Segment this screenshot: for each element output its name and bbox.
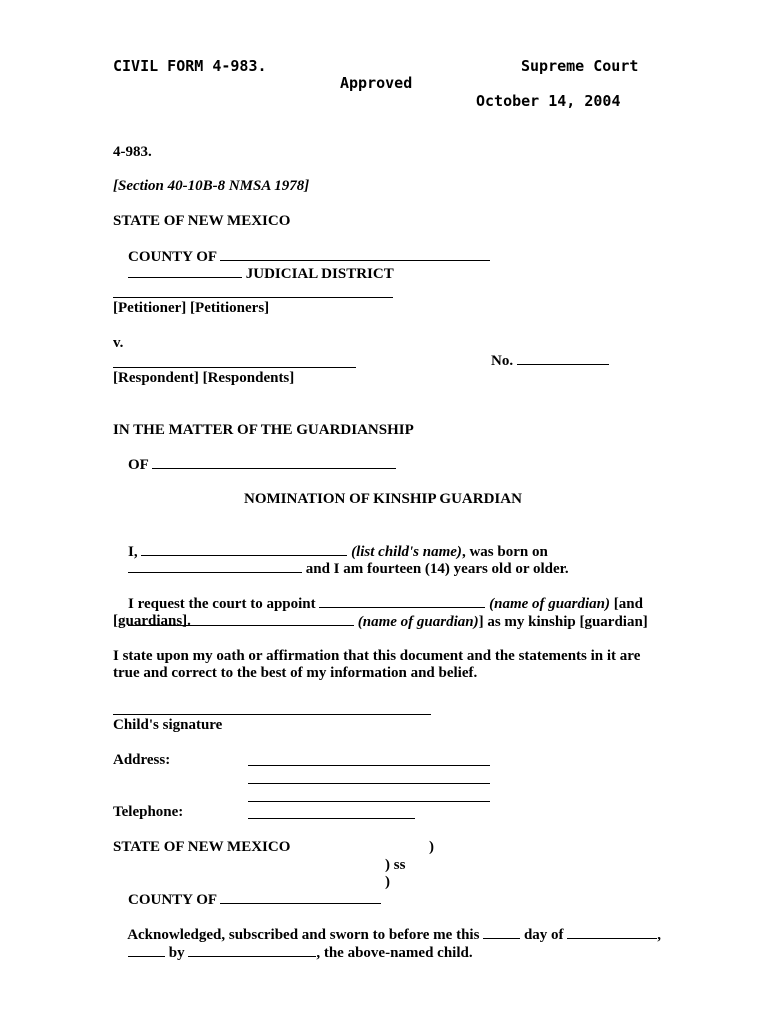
petitioner-blank[interactable]	[113, 297, 393, 298]
para1-text-b: , was born on	[461, 544, 548, 560]
district-line	[113, 248, 394, 300]
para1-text-c: and I am fourteen (14) years old or older.	[305, 561, 569, 577]
address-line2-blank[interactable]	[248, 783, 490, 784]
matter-of-label: OF	[128, 457, 149, 473]
venue-state: STATE OF NEW MEXICO	[113, 839, 291, 855]
para2-text-c: ] as my kinship [guardian]	[478, 614, 648, 630]
oath-line1: I state upon my oath or affirmation that this document and the statements in it are	[113, 648, 641, 664]
telephone-blank[interactable]	[248, 818, 415, 819]
case-number-blank[interactable]	[517, 352, 609, 365]
venue-paren-top: )	[429, 839, 434, 855]
case-number-label: No.	[491, 353, 514, 369]
telephone-label: Telephone:	[113, 804, 184, 820]
district-blank[interactable]	[128, 265, 242, 278]
ack-day-blank[interactable]	[483, 926, 520, 939]
guardian1-hint: (name of guardian)	[489, 596, 610, 612]
respondent-label: [Respondent] [Respondents]	[113, 370, 295, 386]
ack-month-blank[interactable]	[567, 926, 657, 939]
respondent-blank[interactable]	[113, 367, 356, 368]
ack-officer-blank[interactable]	[188, 944, 316, 957]
ack-text-b: day of	[523, 927, 564, 943]
venue-county-blank[interactable]	[220, 891, 381, 904]
matter-name-blank[interactable]	[152, 456, 396, 469]
para1-text-a: I,	[128, 544, 138, 560]
county-label: COUNTY OF	[128, 249, 217, 265]
signature-blank[interactable]	[113, 714, 431, 715]
venue-county-label: COUNTY OF	[128, 892, 217, 908]
ack-text-d: by	[168, 945, 185, 961]
address-line1-blank[interactable]	[248, 765, 490, 766]
versus-label: v.	[113, 335, 124, 351]
guardian2-hint: (name of guardian)	[357, 614, 479, 630]
signature-label: Child's signature	[113, 717, 223, 733]
document-title: NOMINATION OF KINSHIP GUARDIAN	[244, 491, 522, 507]
address-line3-blank[interactable]	[248, 801, 490, 802]
petitioner-label: [Petitioner] [Petitioners]	[113, 300, 270, 316]
approval-date: October 14, 2004	[476, 92, 621, 110]
ack-text-e: , the above-named child.	[316, 945, 473, 961]
case-number-line	[476, 335, 609, 387]
ack-year-blank[interactable]	[128, 944, 165, 957]
para2-line2	[113, 596, 648, 648]
venue-paren-bottom: )	[385, 874, 390, 890]
address-label: Address:	[113, 752, 171, 768]
birth-date-blank[interactable]	[128, 560, 302, 573]
rule-number: 4-983.	[113, 144, 152, 160]
para2-text-a: I request the court to appoint	[128, 596, 316, 612]
state-heading: STATE OF NEW MEXICO	[113, 213, 291, 229]
ack-text-c: ,	[657, 927, 662, 943]
matter-line1: IN THE MATTER OF THE GUARDIANSHIP	[113, 422, 414, 438]
district-label: JUDICIAL DISTRICT	[245, 266, 394, 282]
form-number: CIVIL FORM 4-983.	[113, 57, 267, 75]
venue-ss: ) ss	[385, 857, 406, 873]
section-citation: [Section 40-10B-8 NMSA 1978]	[113, 178, 310, 194]
approved-label: Approved	[340, 74, 413, 92]
ack-line2	[113, 927, 473, 979]
oath-line2: true and correct to the best of my information and belief.	[113, 665, 478, 681]
court-name: Supreme Court	[521, 57, 639, 75]
child-name-hint: (list child's name)	[351, 544, 462, 560]
para2-text-b: [and	[613, 596, 643, 612]
para2-line3: [guardians].	[113, 613, 191, 629]
ack-text-a: Acknowledged, subscribed and sworn to before me this	[127, 927, 480, 943]
matter-line2	[113, 439, 396, 491]
